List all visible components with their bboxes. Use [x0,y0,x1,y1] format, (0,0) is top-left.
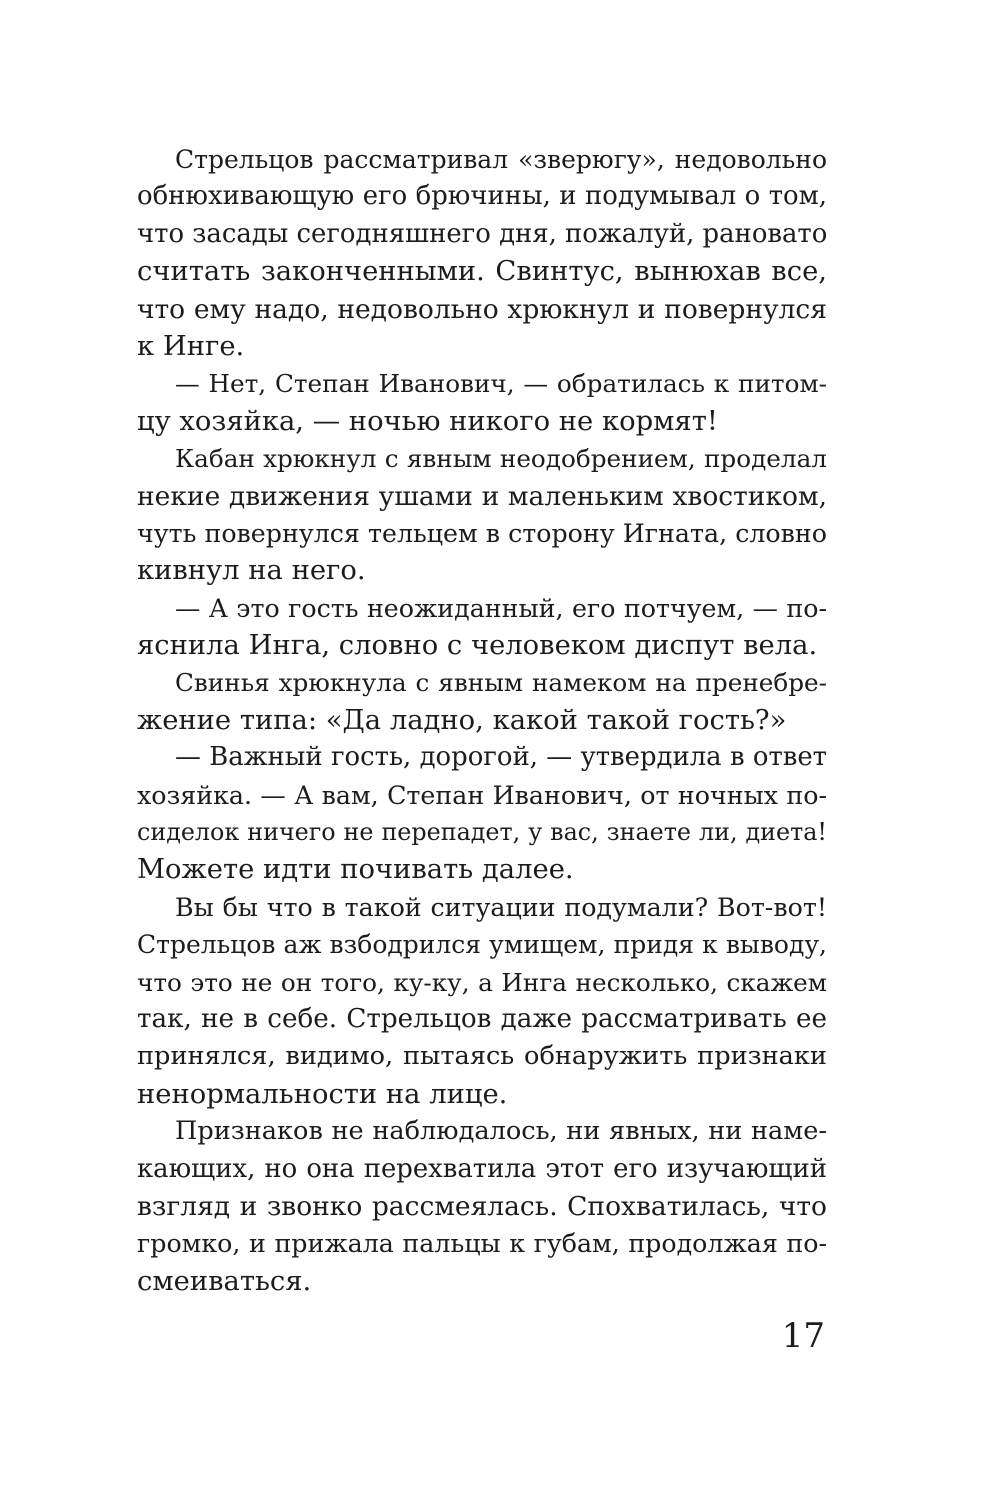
text-line: считать законченными. Свинтус, вынюхав все, [137,256,827,288]
text-line: смеиваться. [137,1265,312,1297]
text-line: жение типа: «Да ладно, какой такой гость?» [137,704,787,736]
text-line: сиделок ничего не перепадет, у вас, знаете ли, диета! [137,818,827,847]
text-line: ненормальности на лице. [137,1078,508,1110]
text-line: некие движения ушами и маленьким хвостиком, [137,480,827,512]
text-line: цу хозяйка, — ночью никого не кормят! [137,405,718,437]
text-line: что засады сегодняшнего дня, пожалуй, рановато [137,218,828,249]
page-number: 17 [781,1316,825,1356]
text-line: взгляд и звонко рассмеялась. Спохватилась, что [137,1190,827,1222]
text-line: Стрельцов аж взбодрился умищем, придя к выводу, [137,930,827,960]
text-line: громко, и прижала пальцы к губам, продолжая по- [137,1229,827,1259]
text-line: к Инге. [137,330,245,362]
text-line: — Важный гость, дорогой, — утвердила в ответ [175,742,827,773]
text-line: Кабан хрюкнул с явным неодобрением, проделал [175,444,827,474]
text-line: обнюхивающую его брючины, и подумывал о том, [137,181,827,212]
text-line: кивнул на него. [137,555,366,587]
text-line: Вы бы что в такой ситуации подумали? Вот-вот! [175,892,827,922]
text-line: хозяйка. — А вам, Степан Иванович, от ночных по- [137,780,827,810]
text-line: принялся, видимо, пытаясь обнаружить признаки [137,1041,827,1072]
text-line: Можете идти почивать далее. [137,854,574,886]
text-line: чуть повернулся тельцем в сторону Игната, словно [137,518,827,548]
text-line: что это не он того, ку-ку, а Инга несколько, скажем [137,967,827,997]
text-line: что ему надо, недовольно хрюкнул и повернулся [137,293,827,325]
text-line: яснила Инга, словно с человеком диспут вела. [137,630,818,662]
text-line: Свинья хрюкнула с явным намеком на пренебре- [175,668,827,698]
text-line: — А это гость неожиданный, его потчуем, — по- [175,593,827,623]
text-line: Стрельцов рассматривал «зверюгу», недовольно [175,145,827,174]
text-line: Признаков не наблюдалось, ни явных, ни наме- [175,1116,827,1147]
text-line: — Нет, Степан Иванович, — обратилась к питом- [175,369,827,399]
page-body-text [137,141,827,1300]
text-line: так, не в себе. Стрельцов даже рассматривать ее [137,1003,827,1034]
text-line: кающих, но она перехватила этот его изучающий [137,1153,827,1184]
